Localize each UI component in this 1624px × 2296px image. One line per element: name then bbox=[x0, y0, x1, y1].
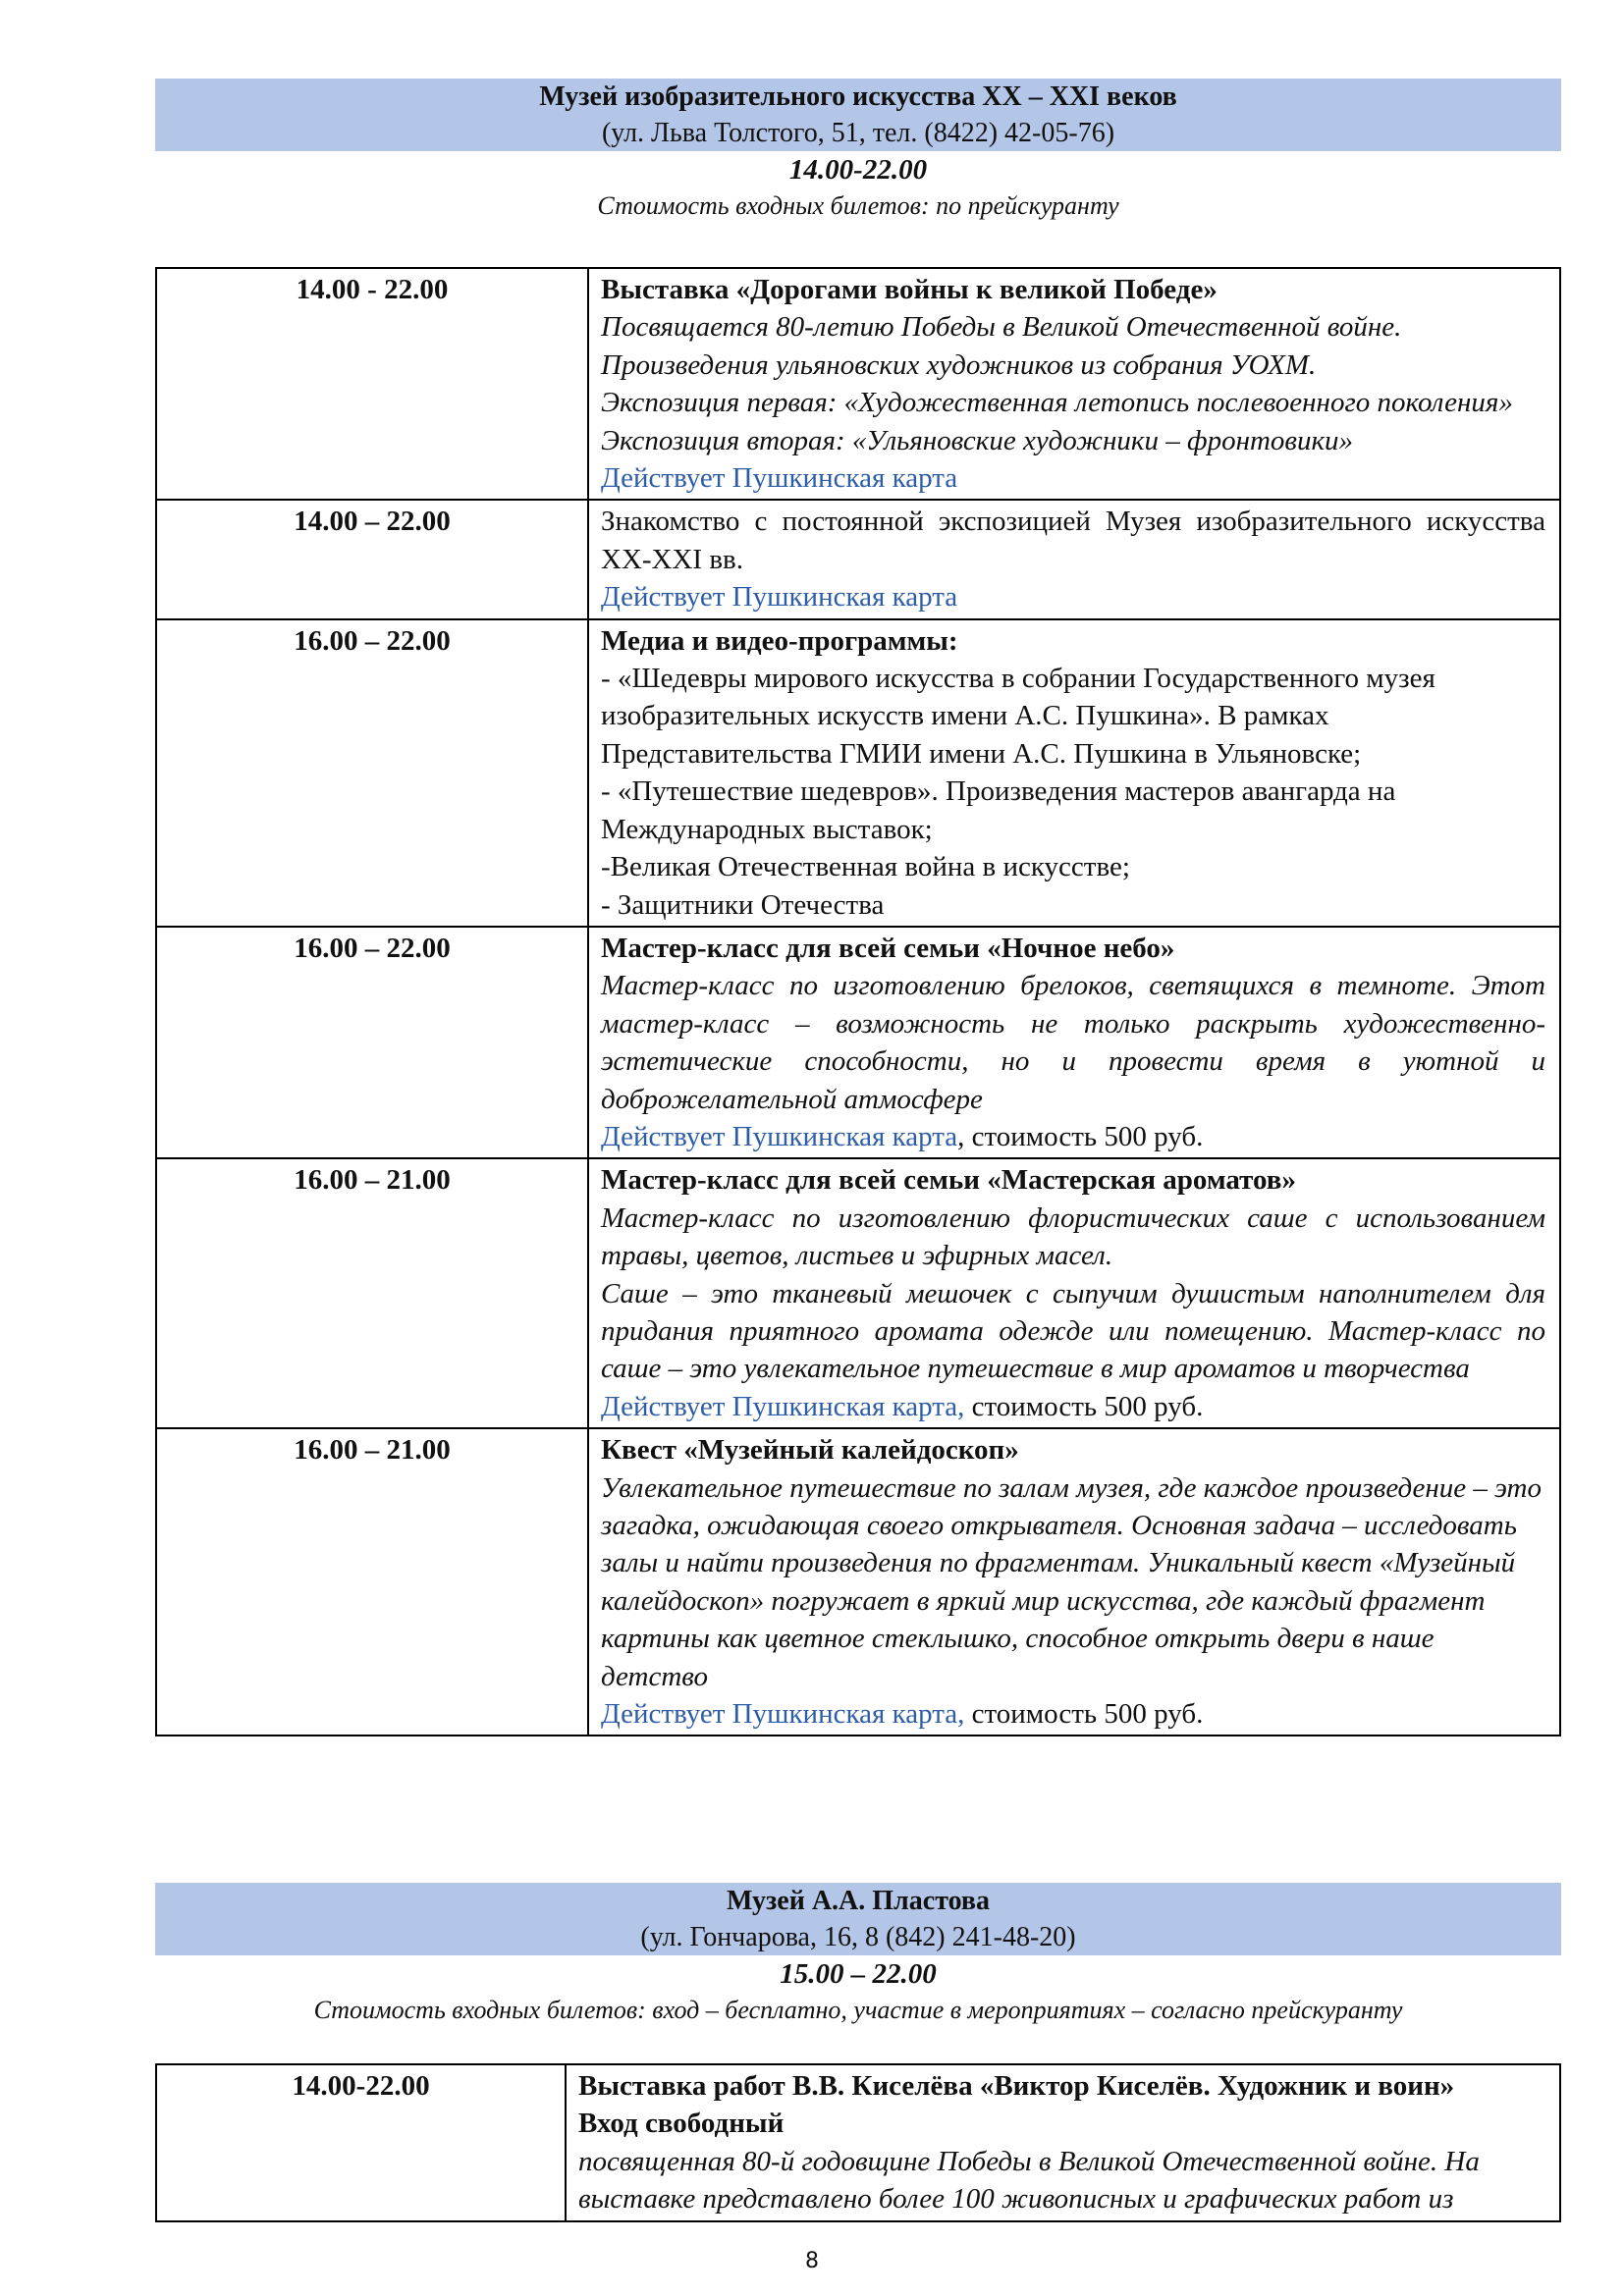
event-description bbox=[588, 1158, 1560, 1428]
museum1-price: Стоимость входных билетов: по прейскуранту bbox=[597, 191, 1119, 220]
event-time: 14.00-22.00 bbox=[156, 2064, 566, 2221]
table-row bbox=[156, 268, 1560, 500]
event-title: Квест «Музейный калейдоскоп» bbox=[601, 1434, 1019, 1467]
event-text-line: Посвящается 80-летию Победы в Великой Отечественной войне. bbox=[601, 311, 1402, 344]
pushkin-card-link[interactable]: Действует Пушкинская карта bbox=[601, 462, 958, 495]
table-row bbox=[156, 1158, 1560, 1428]
event-price: , стоимость 500 руб. bbox=[957, 1120, 1204, 1152]
table-row bbox=[156, 927, 1560, 1158]
event-link-line bbox=[601, 1388, 1545, 1425]
event-title: Мастер-класс для всей семьи «Ночное небо» bbox=[601, 932, 1175, 964]
event-price: стоимость 500 руб. bbox=[964, 1390, 1204, 1422]
page-number: 8 bbox=[805, 2249, 819, 2273]
museum2-band bbox=[155, 1883, 1561, 1955]
pushkin-card-link[interactable]: Действует Пушкинская карта bbox=[601, 581, 958, 614]
event-text-line: Экспозиция вторая: «Ульяновские художники – фронтовики» bbox=[601, 424, 1354, 456]
museum2-header bbox=[155, 1883, 1561, 2028]
event-text-line: посвященная 80-й годовщине Победы в Великой Отечественной войне. На выставке представлено более 100 живописных и графических работ из bbox=[578, 2145, 1480, 2216]
pushkin-card-link[interactable]: Действует Пушкинская карта bbox=[601, 1120, 958, 1152]
event-text-line: Мастер-класс по изготовлению флористических саше с использованием травы, цветов, листьев и эфирных масел. bbox=[601, 1201, 1545, 1272]
event-time: 14.00 - 22.00 bbox=[156, 268, 588, 500]
event-description bbox=[588, 619, 1560, 927]
event-price: стоимость 500 руб. bbox=[964, 1698, 1204, 1731]
event-description bbox=[566, 2064, 1560, 2221]
event-description bbox=[588, 927, 1560, 1158]
museum2-events-table bbox=[155, 2063, 1561, 2222]
pushkin-card-link[interactable]: Действует Пушкинская карта, bbox=[601, 1698, 965, 1731]
museum1-hours: 14.00-22.00 bbox=[788, 154, 928, 186]
table-row bbox=[156, 1428, 1560, 1735]
museum1-name: Музей изобразительного искусства XX – XXI веков bbox=[539, 81, 1177, 112]
museum1-band bbox=[155, 79, 1561, 151]
table-row bbox=[156, 2064, 1560, 2221]
event-title: Мастер-класс для всей семьи «Мастерская ароматов» bbox=[601, 1164, 1296, 1197]
event-text-line: Произведения ульяновских художников из собрания УОХМ. bbox=[601, 348, 1317, 381]
event-text-line: Саше – это тканевый мешочек с сыпучим душистым наполнителем для придания приятного аромата одежде или помещению. Мастер-класс по саше – это увлекательное путешествие в мир ароматов и творчества bbox=[601, 1277, 1545, 1385]
event-description bbox=[588, 268, 1560, 500]
museum2-name: Музей А.А. Пластова bbox=[726, 1886, 991, 1916]
museum2-address: (ул. Гончарова, 16, 8 (842) 241-48-20) bbox=[640, 1922, 1076, 1952]
event-time: 14.00 – 22.00 bbox=[156, 500, 588, 618]
museum1-address: (ул. Льва Толстого, 51, тел. (8422) 42-05-76) bbox=[601, 118, 1115, 148]
event-text-line: - Защитники Отечества bbox=[601, 888, 885, 921]
event-description bbox=[588, 500, 1560, 618]
event-title: Выставка работ В.В. Киселёва «Виктор Киселёв. Художник и воин» bbox=[578, 2070, 1455, 2102]
table-row bbox=[156, 500, 1560, 618]
table-row bbox=[156, 619, 1560, 927]
pushkin-card-link[interactable]: Действует Пушкинская карта, bbox=[601, 1390, 965, 1422]
event-text: Знакомство с постоянной экспозицией Музея изобразительного искусства XX-XXI вв. bbox=[601, 506, 1545, 575]
museum1-header bbox=[155, 79, 1561, 224]
event-text-line: Увлекательное путешествие по залам музея, где каждое произведение – это загадка, ожидающая своего открывателя. Основная задача – исследовать залы и найти произведения по фрагментам. Уникальный квест «Музейный калейдоскоп» погружает в яркий мир искусства, где каждый фрагмент картины как цветное стеклышко, способное открыть двери в наше детство bbox=[601, 1471, 1542, 1692]
event-title: Медиа и видео-программы: bbox=[601, 624, 958, 657]
event-link-line bbox=[601, 1118, 1545, 1155]
event-time: 16.00 – 21.00 bbox=[156, 1428, 588, 1735]
event-text-line: -Великая Отечественная война в искусстве; bbox=[601, 851, 1130, 883]
event-text-line: Экспозиция первая: «Художественная летопись послевоенного поколения» bbox=[601, 387, 1513, 419]
museum2-price: Стоимость входных билетов: вход – бесплатно, участие в мероприятиях – согласно прейскуранту bbox=[313, 1996, 1403, 2024]
event-text-line: - «Путешествие шедевров». Произведения мастеров авангарда на Международных выставок; bbox=[601, 775, 1396, 845]
museum2-hours: 15.00 – 22.00 bbox=[780, 1958, 937, 1990]
event-link-line bbox=[601, 1695, 1545, 1733]
event-time: 16.00 – 22.00 bbox=[156, 619, 588, 927]
event-description bbox=[588, 1428, 1560, 1735]
event-title: Выставка «Дорогами войны к великой Победе» bbox=[601, 274, 1218, 305]
event-subtitle: Вход свободный bbox=[578, 2108, 785, 2140]
museum1-events-table bbox=[155, 267, 1561, 1736]
event-time: 16.00 – 22.00 bbox=[156, 927, 588, 1158]
event-text-line: - «Шедевры мирового искусства в собрании Государственного музея изобразительных искусств имени А.С. Пушкина». В рамках Представительства ГМИИ имени А.С. Пушкина в Ульяновске; bbox=[601, 663, 1435, 770]
event-text-line: Мастер-класс по изготовлению брелоков, светящихся в темноте. Этот мастер-класс – возможность не только раскрыть художественно-эстетические способности, но и провести время в уютной и доброжелательной атмосфере bbox=[601, 970, 1545, 1115]
event-time: 16.00 – 21.00 bbox=[156, 1158, 588, 1428]
